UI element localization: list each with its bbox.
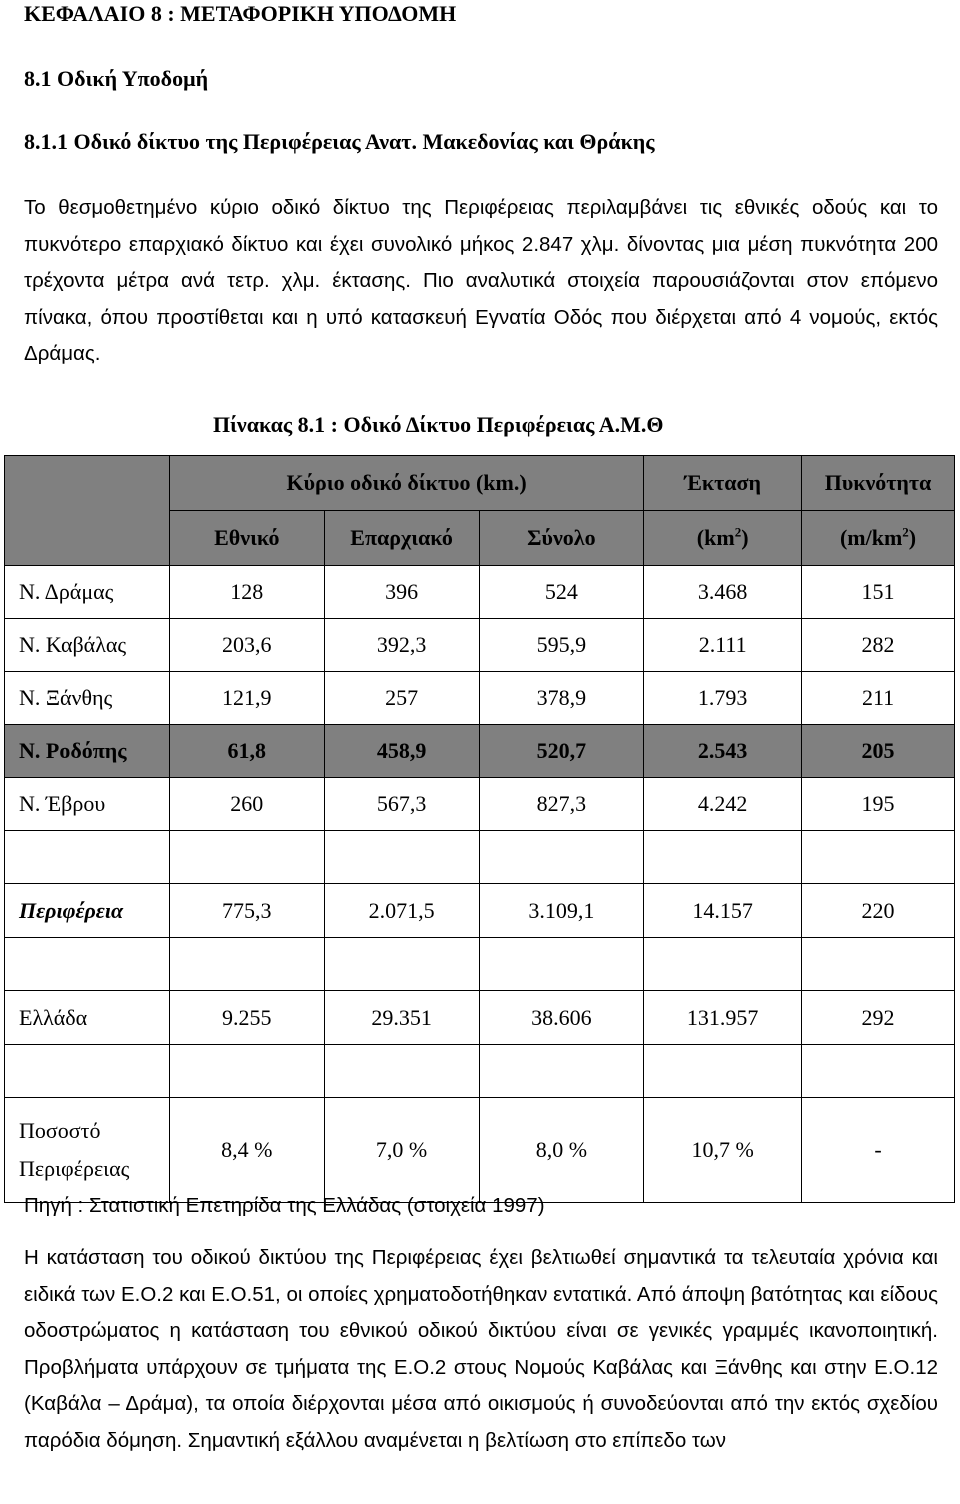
cell-total: 520,7 — [479, 725, 644, 778]
density-unit-text: (m/km — [839, 525, 903, 550]
cell-area: 1.793 — [644, 672, 802, 725]
empty-cell — [802, 1045, 955, 1098]
table-row-greece — [5, 991, 955, 1045]
cell-national: 9.255 — [169, 991, 324, 1045]
cell-national: 121,9 — [169, 672, 324, 725]
cell-total: 827,3 — [479, 778, 644, 831]
table-caption: Πίνακας 8.1 : Οδικό Δίκτυο Περιφέρειας Α.Μ.Θ — [213, 412, 664, 437]
cell-area: 14.157 — [644, 884, 802, 938]
section-title: 8.1 Οδική Υποδομή — [24, 66, 209, 91]
cell-national: 203,6 — [169, 619, 324, 672]
empty-cell — [169, 938, 324, 991]
table-spacer-row — [5, 938, 955, 991]
density-unit-close: ) — [908, 525, 917, 550]
road-network-table — [4, 455, 955, 1203]
empty-cell — [644, 1045, 802, 1098]
density-unit-sup: 2 — [902, 524, 909, 540]
table-row — [5, 619, 955, 672]
cell-density: 195 — [802, 778, 955, 831]
cell-provincial: 458,9 — [324, 725, 479, 778]
cell-national: 128 — [169, 566, 324, 619]
cell-total: 3.109,1 — [479, 884, 644, 938]
cell-density: 282 — [802, 619, 955, 672]
cell-total: 595,9 — [479, 619, 644, 672]
cell-density: 292 — [802, 991, 955, 1045]
empty-cell — [324, 831, 479, 884]
cell-area: 4.242 — [644, 778, 802, 831]
empty-cell — [169, 831, 324, 884]
cell-density: 205 — [802, 725, 955, 778]
chapter-title: ΚΕΦΑΛΑΙΟ 8 : ΜΕΤΑΦΟΡΙΚΗ ΥΠΟΔΟΜΗ — [24, 1, 457, 26]
table-row — [5, 566, 955, 619]
cell-national: 8,4 % — [169, 1098, 324, 1203]
cell-area: 131.957 — [644, 991, 802, 1045]
header-national: Εθνικό — [169, 511, 324, 566]
row-name: Ν. Ξάνθης — [5, 672, 170, 725]
empty-cell — [644, 938, 802, 991]
cell-provincial: 29.351 — [324, 991, 479, 1045]
header-area-unit — [644, 511, 802, 566]
table-row-region — [5, 884, 955, 938]
table-row — [5, 672, 955, 725]
empty-cell — [324, 1045, 479, 1098]
empty-cell — [324, 938, 479, 991]
row-name: Ν. Έβρου — [5, 778, 170, 831]
header-area: Έκταση — [644, 456, 802, 511]
cell-total: 38.606 — [479, 991, 644, 1045]
body-paragraph: Η κατάσταση του οδικού δικτύου της Περιφέρειας έχει βελτιωθεί σημαντικά τα τελευταία χρόνια και ειδικά των Ε.Ο.2 και Ε.Ο.51, οι οποίες χρηματοδοτήθηκαν εντατικά. Από άποψη βατότητας και είδους οδοστρώματος η κατάσταση του εθνικού οδικού δικτύου είναι σε γενικές γραμμές ικανοποιητική. Προβλήματα υπάρχουν σε τμήματα της Ε.Ο.2 στους Νομούς Καβάλας και Ξάνθης και στην Ε.Ο.12 (Καβάλα – Δράμα), τα οποία διέρχονται μέσα από οικισμούς ή συνοδεύονται από την εκτός σχεδίου παρόδια δόμηση. Σημαντική εξάλλου αναμένεται η βελτίωση στο επίπεδο των — [24, 1246, 938, 1452]
intro-paragraph: Το θεσμοθετημένο κύριο οδικό δίκτυο της Περιφέρειας περιλαμβάνει τις εθνικές οδούς και το πυκνότερο επαρχιακό δίκτυο και έχει συνολικό μήκος 2.847 χλμ. δίνοντας μια μέση πυκνότητα 200 τρέχοντα μέτρα ανά τετρ. χλμ. έκτασης. Πιο αναλυτικά στοιχεία παρουσιάζονται στον επόμενο πίνακα, όπου προστίθεται και η υπό κατασκευή Εγνατία Οδός που διέρχεται από 4 νομούς, εκτός Δράμας. — [24, 196, 938, 365]
cell-total: 378,9 — [479, 672, 644, 725]
empty-cell — [802, 938, 955, 991]
cell-density: - — [802, 1098, 955, 1203]
cell-density: 151 — [802, 566, 955, 619]
table-source: Πηγή : Στατιστική Επετηρίδα της Ελλάδας (στοιχεία 1997) — [24, 1194, 545, 1217]
empty-cell — [5, 831, 170, 884]
header-main-network: Κύριο οδικό δίκτυο (km.) — [169, 456, 643, 511]
row-name: Περιφέρεια — [5, 884, 170, 938]
cell-total: 524 — [479, 566, 644, 619]
row-name: Ν. Καβάλας — [5, 619, 170, 672]
cell-national: 775,3 — [169, 884, 324, 938]
subsection-title: 8.1.1 Οδικό δίκτυο της Περιφέρειας Ανατ. Μακεδονίας και Θράκης — [24, 129, 655, 154]
cell-provincial: 7,0 % — [324, 1098, 479, 1203]
cell-provincial: 2.071,5 — [324, 884, 479, 938]
row-name-line1: Ποσοστό — [19, 1118, 101, 1143]
row-name: Ν. Ροδόπης — [5, 725, 170, 778]
cell-total: 8,0 % — [479, 1098, 644, 1203]
cell-area: 10,7 % — [644, 1098, 802, 1203]
cell-provincial: 567,3 — [324, 778, 479, 831]
empty-cell — [5, 1045, 170, 1098]
row-name: Ελλάδα — [5, 991, 170, 1045]
header-blank-cell — [5, 456, 170, 511]
cell-national: 260 — [169, 778, 324, 831]
row-name: Ν. Δράμας — [5, 566, 170, 619]
subheader-blank-cell — [5, 511, 170, 566]
area-unit-text: (km — [696, 525, 735, 550]
table-subheader-row — [5, 511, 955, 566]
cell-density: 220 — [802, 884, 955, 938]
table-spacer-row — [5, 1045, 955, 1098]
header-density-unit — [802, 511, 955, 566]
cell-provincial: 392,3 — [324, 619, 479, 672]
table-row-percent — [5, 1098, 955, 1203]
cell-provincial: 396 — [324, 566, 479, 619]
area-unit-sup: 2 — [734, 524, 742, 540]
row-name-line2: Περιφέρειας — [19, 1156, 130, 1181]
empty-cell — [802, 831, 955, 884]
cell-area: 3.468 — [644, 566, 802, 619]
cell-area: 2.543 — [644, 725, 802, 778]
area-unit-close: ) — [741, 525, 749, 550]
empty-cell — [644, 831, 802, 884]
header-total: Σύνολο — [479, 511, 644, 566]
table-row — [5, 778, 955, 831]
header-density: Πυκνότητα — [802, 456, 955, 511]
empty-cell — [5, 938, 170, 991]
cell-density: 211 — [802, 672, 955, 725]
cell-national: 61,8 — [169, 725, 324, 778]
header-provincial: Επαρχιακό — [324, 511, 479, 566]
empty-cell — [479, 938, 644, 991]
row-name — [5, 1098, 170, 1203]
table-header-row — [5, 456, 955, 511]
empty-cell — [479, 831, 644, 884]
cell-area: 2.111 — [644, 619, 802, 672]
table-row-highlighted — [5, 725, 955, 778]
empty-cell — [169, 1045, 324, 1098]
cell-provincial: 257 — [324, 672, 479, 725]
table-spacer-row — [5, 831, 955, 884]
empty-cell — [479, 1045, 644, 1098]
